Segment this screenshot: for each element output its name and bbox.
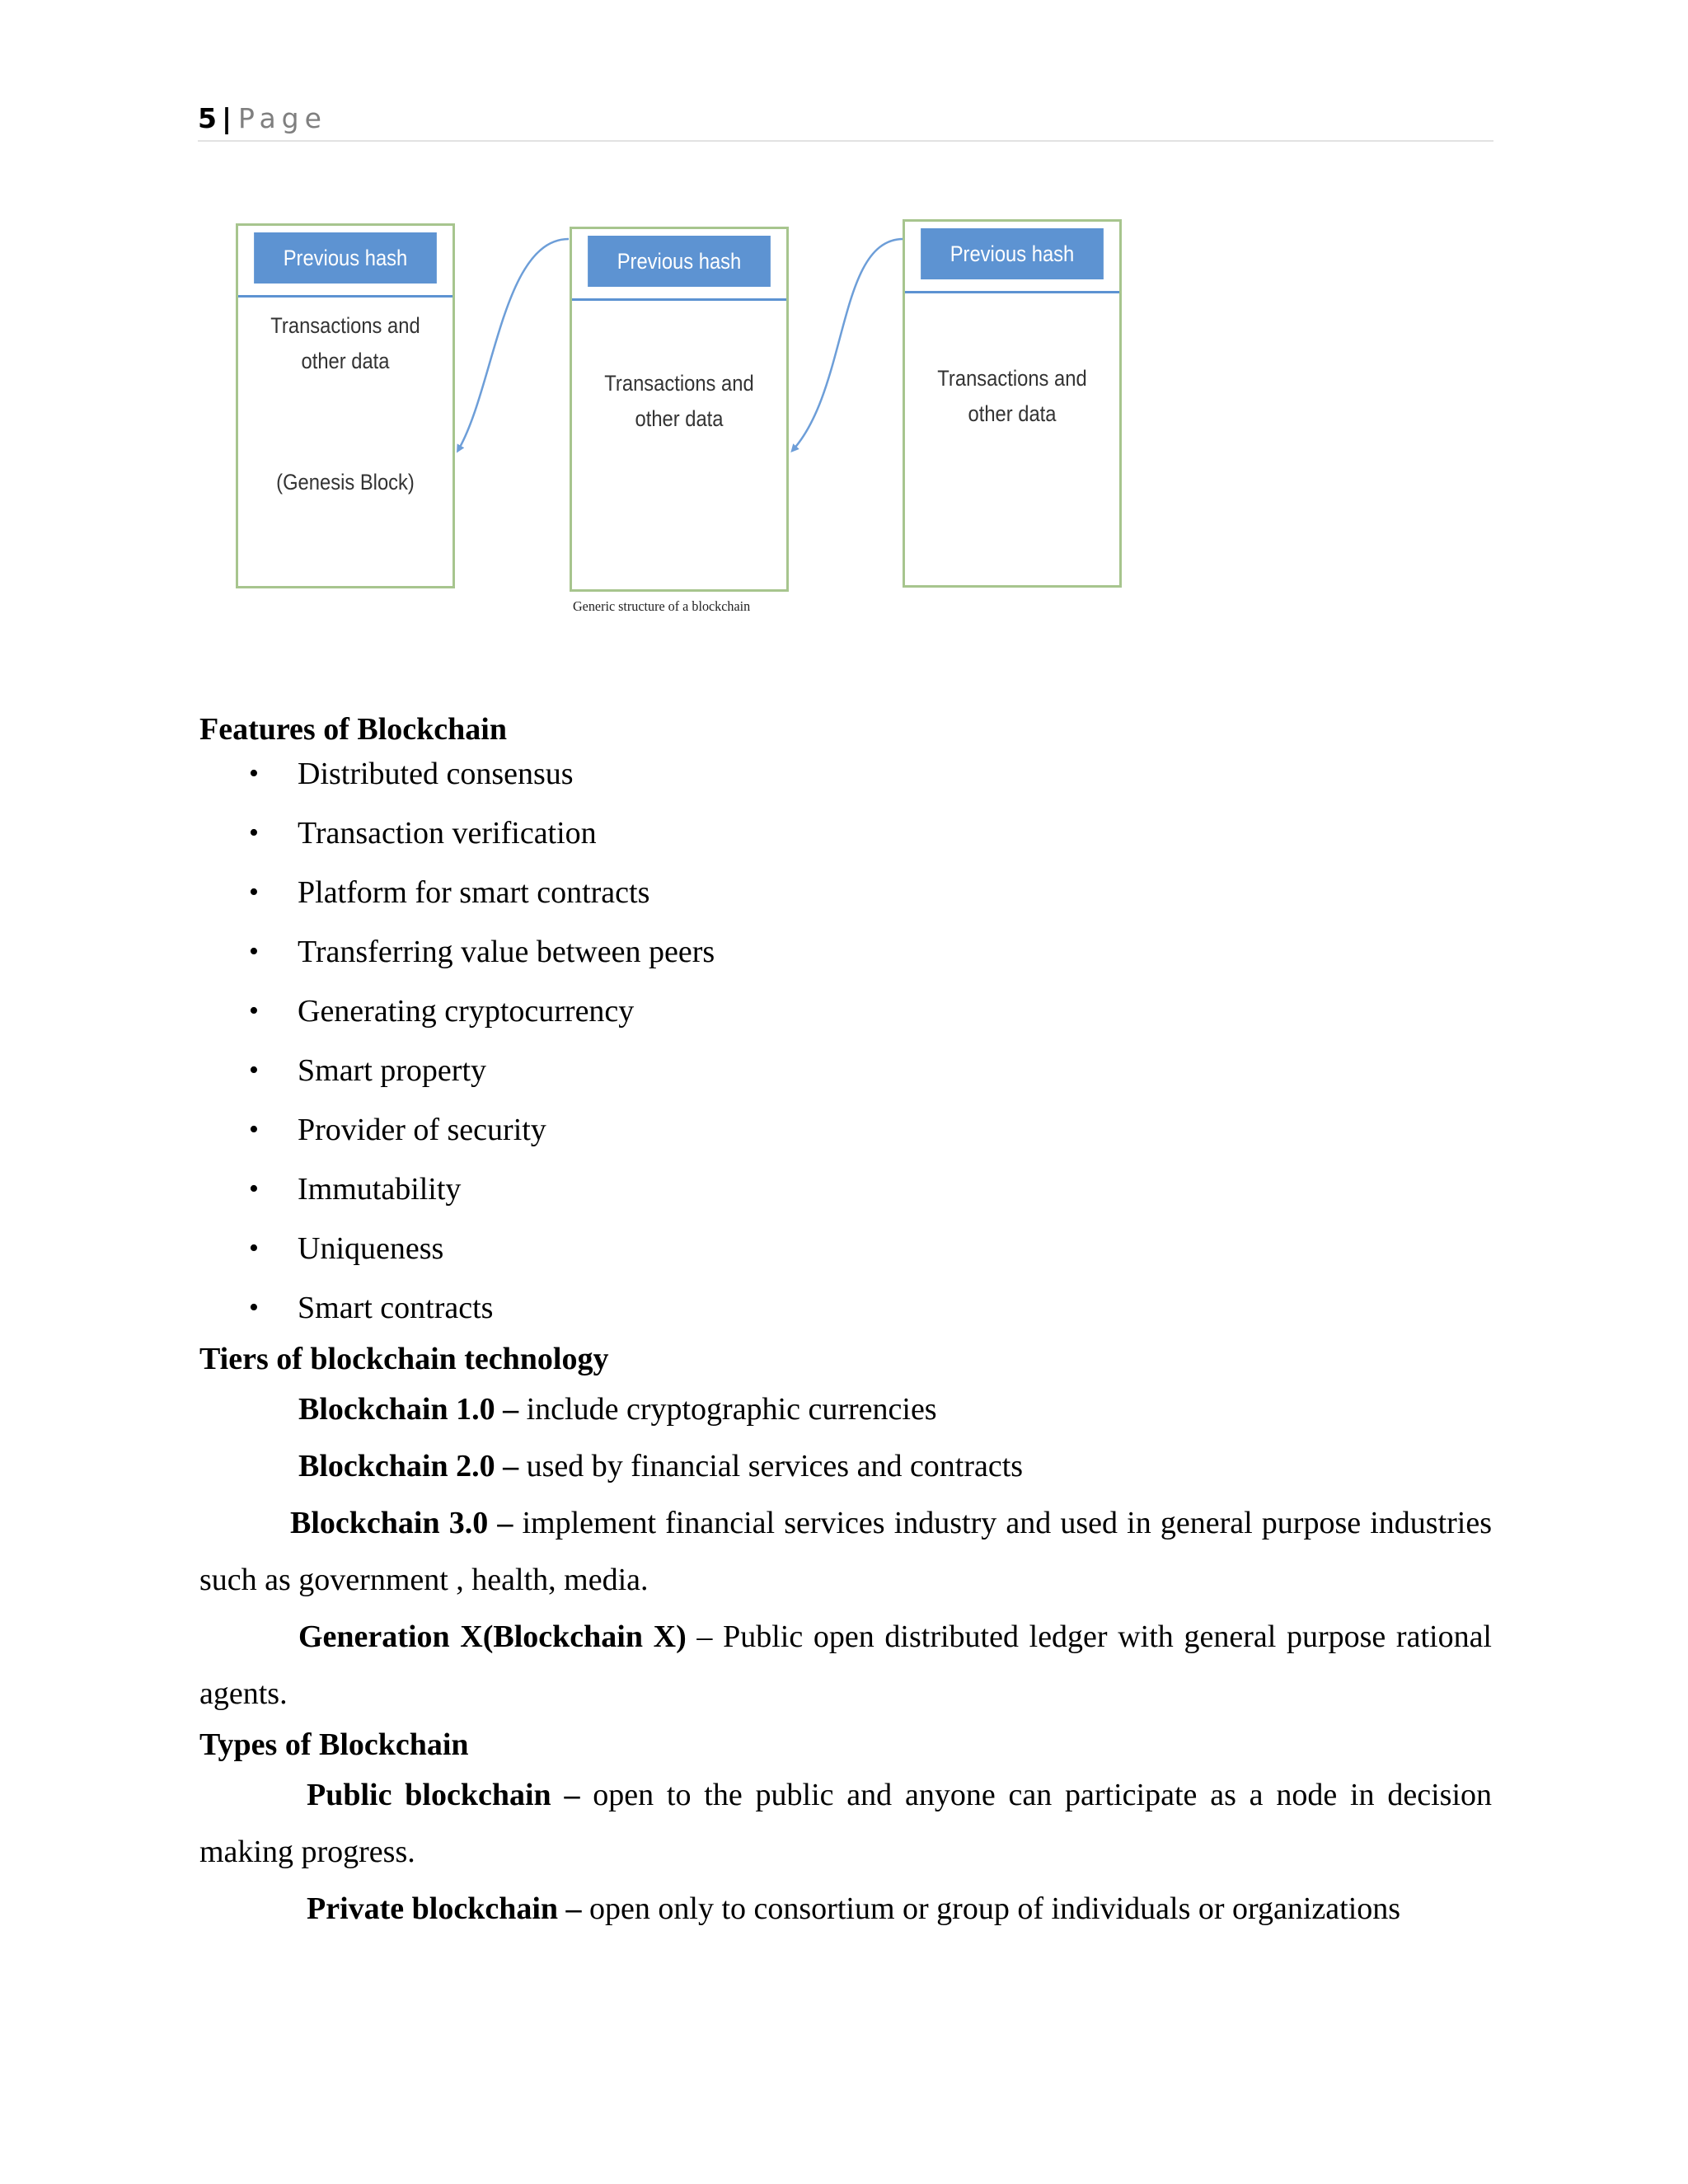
page-label: Page: [238, 102, 327, 134]
list-item: • Immutability: [199, 1167, 1492, 1226]
bullet-icon: •: [249, 1292, 259, 1323]
bullet-icon: •: [249, 1174, 259, 1204]
list-item: • Distributed consensus: [199, 752, 1492, 811]
genesis-block: [236, 223, 455, 588]
block-data-line2: other data: [301, 349, 390, 373]
bullet-icon: •: [249, 758, 259, 789]
features-list: [199, 752, 1492, 1337]
list-item: • Smart contracts: [199, 1286, 1492, 1337]
block-2: [570, 227, 789, 592]
link-arrow-1: [458, 239, 569, 450]
previous-hash-label: Previous hash: [921, 228, 1104, 279]
link-arrow-2: [793, 239, 903, 450]
bullet-icon: •: [249, 1114, 259, 1145]
block-data-line1: Transactions and: [604, 371, 754, 396]
list-item: • Transaction verification: [199, 811, 1492, 870]
page-header: [198, 97, 1493, 142]
list-item: • Provider of security: [199, 1108, 1492, 1167]
list-item: • Transferring value between peers: [199, 930, 1492, 989]
tiers-heading: Tiers of blockchain technology: [199, 1342, 609, 1376]
bullet-icon: •: [249, 877, 259, 907]
bullet-icon: •: [249, 1055, 259, 1085]
types-heading: Types of Blockchain: [199, 1727, 469, 1762]
list-item: • Smart property: [199, 1048, 1492, 1108]
tier-item: Generation X(Blockchain X) – Public open distributed ledger with general purpose rational agents.: [199, 1619, 1492, 1711]
bullet-icon: •: [249, 936, 259, 967]
page-number: 5: [198, 102, 217, 134]
bullet-icon: •: [249, 818, 259, 848]
genesis-block-label: (Genesis Block): [276, 470, 415, 494]
list-item: • Platform for smart contracts: [199, 870, 1492, 930]
diagram-caption: Generic structure of a blockchain: [573, 598, 751, 614]
block-3: [903, 219, 1122, 588]
bullet-icon: •: [249, 996, 259, 1026]
type-item: Public blockchain – open to the public and anyone can participate as a node in decision making progress.: [199, 1778, 1492, 1869]
tier-item: Blockchain 2.0 – used by financial services and contracts: [298, 1449, 1024, 1483]
bullet-icon: •: [249, 1233, 259, 1263]
list-item: • Uniqueness: [199, 1226, 1492, 1286]
list-item: • Generating cryptocurrency: [199, 989, 1492, 1048]
block-data-line2: other data: [635, 406, 724, 431]
tier-item: Blockchain 1.0 – include cryptographic currencies: [298, 1392, 937, 1427]
features-heading: Features of Blockchain: [199, 712, 507, 747]
main-content: [199, 707, 1492, 1938]
previous-hash-label: Previous hash: [588, 236, 771, 287]
type-item: Private blockchain – open only to consortium or group of individuals or organizations: [307, 1891, 1401, 1926]
blockchain-diagram: [223, 206, 1146, 635]
block-data-line1: Transactions and: [937, 366, 1087, 391]
previous-hash-label: Previous hash: [254, 232, 437, 284]
block-data-line2: other data: [968, 401, 1057, 426]
header-separator: |: [221, 102, 232, 134]
tier-item: Blockchain 3.0 – implement financial services industry and used in general purpose industries such as government , health, media.: [199, 1506, 1492, 1597]
block-data-line1: Transactions and: [270, 313, 420, 338]
